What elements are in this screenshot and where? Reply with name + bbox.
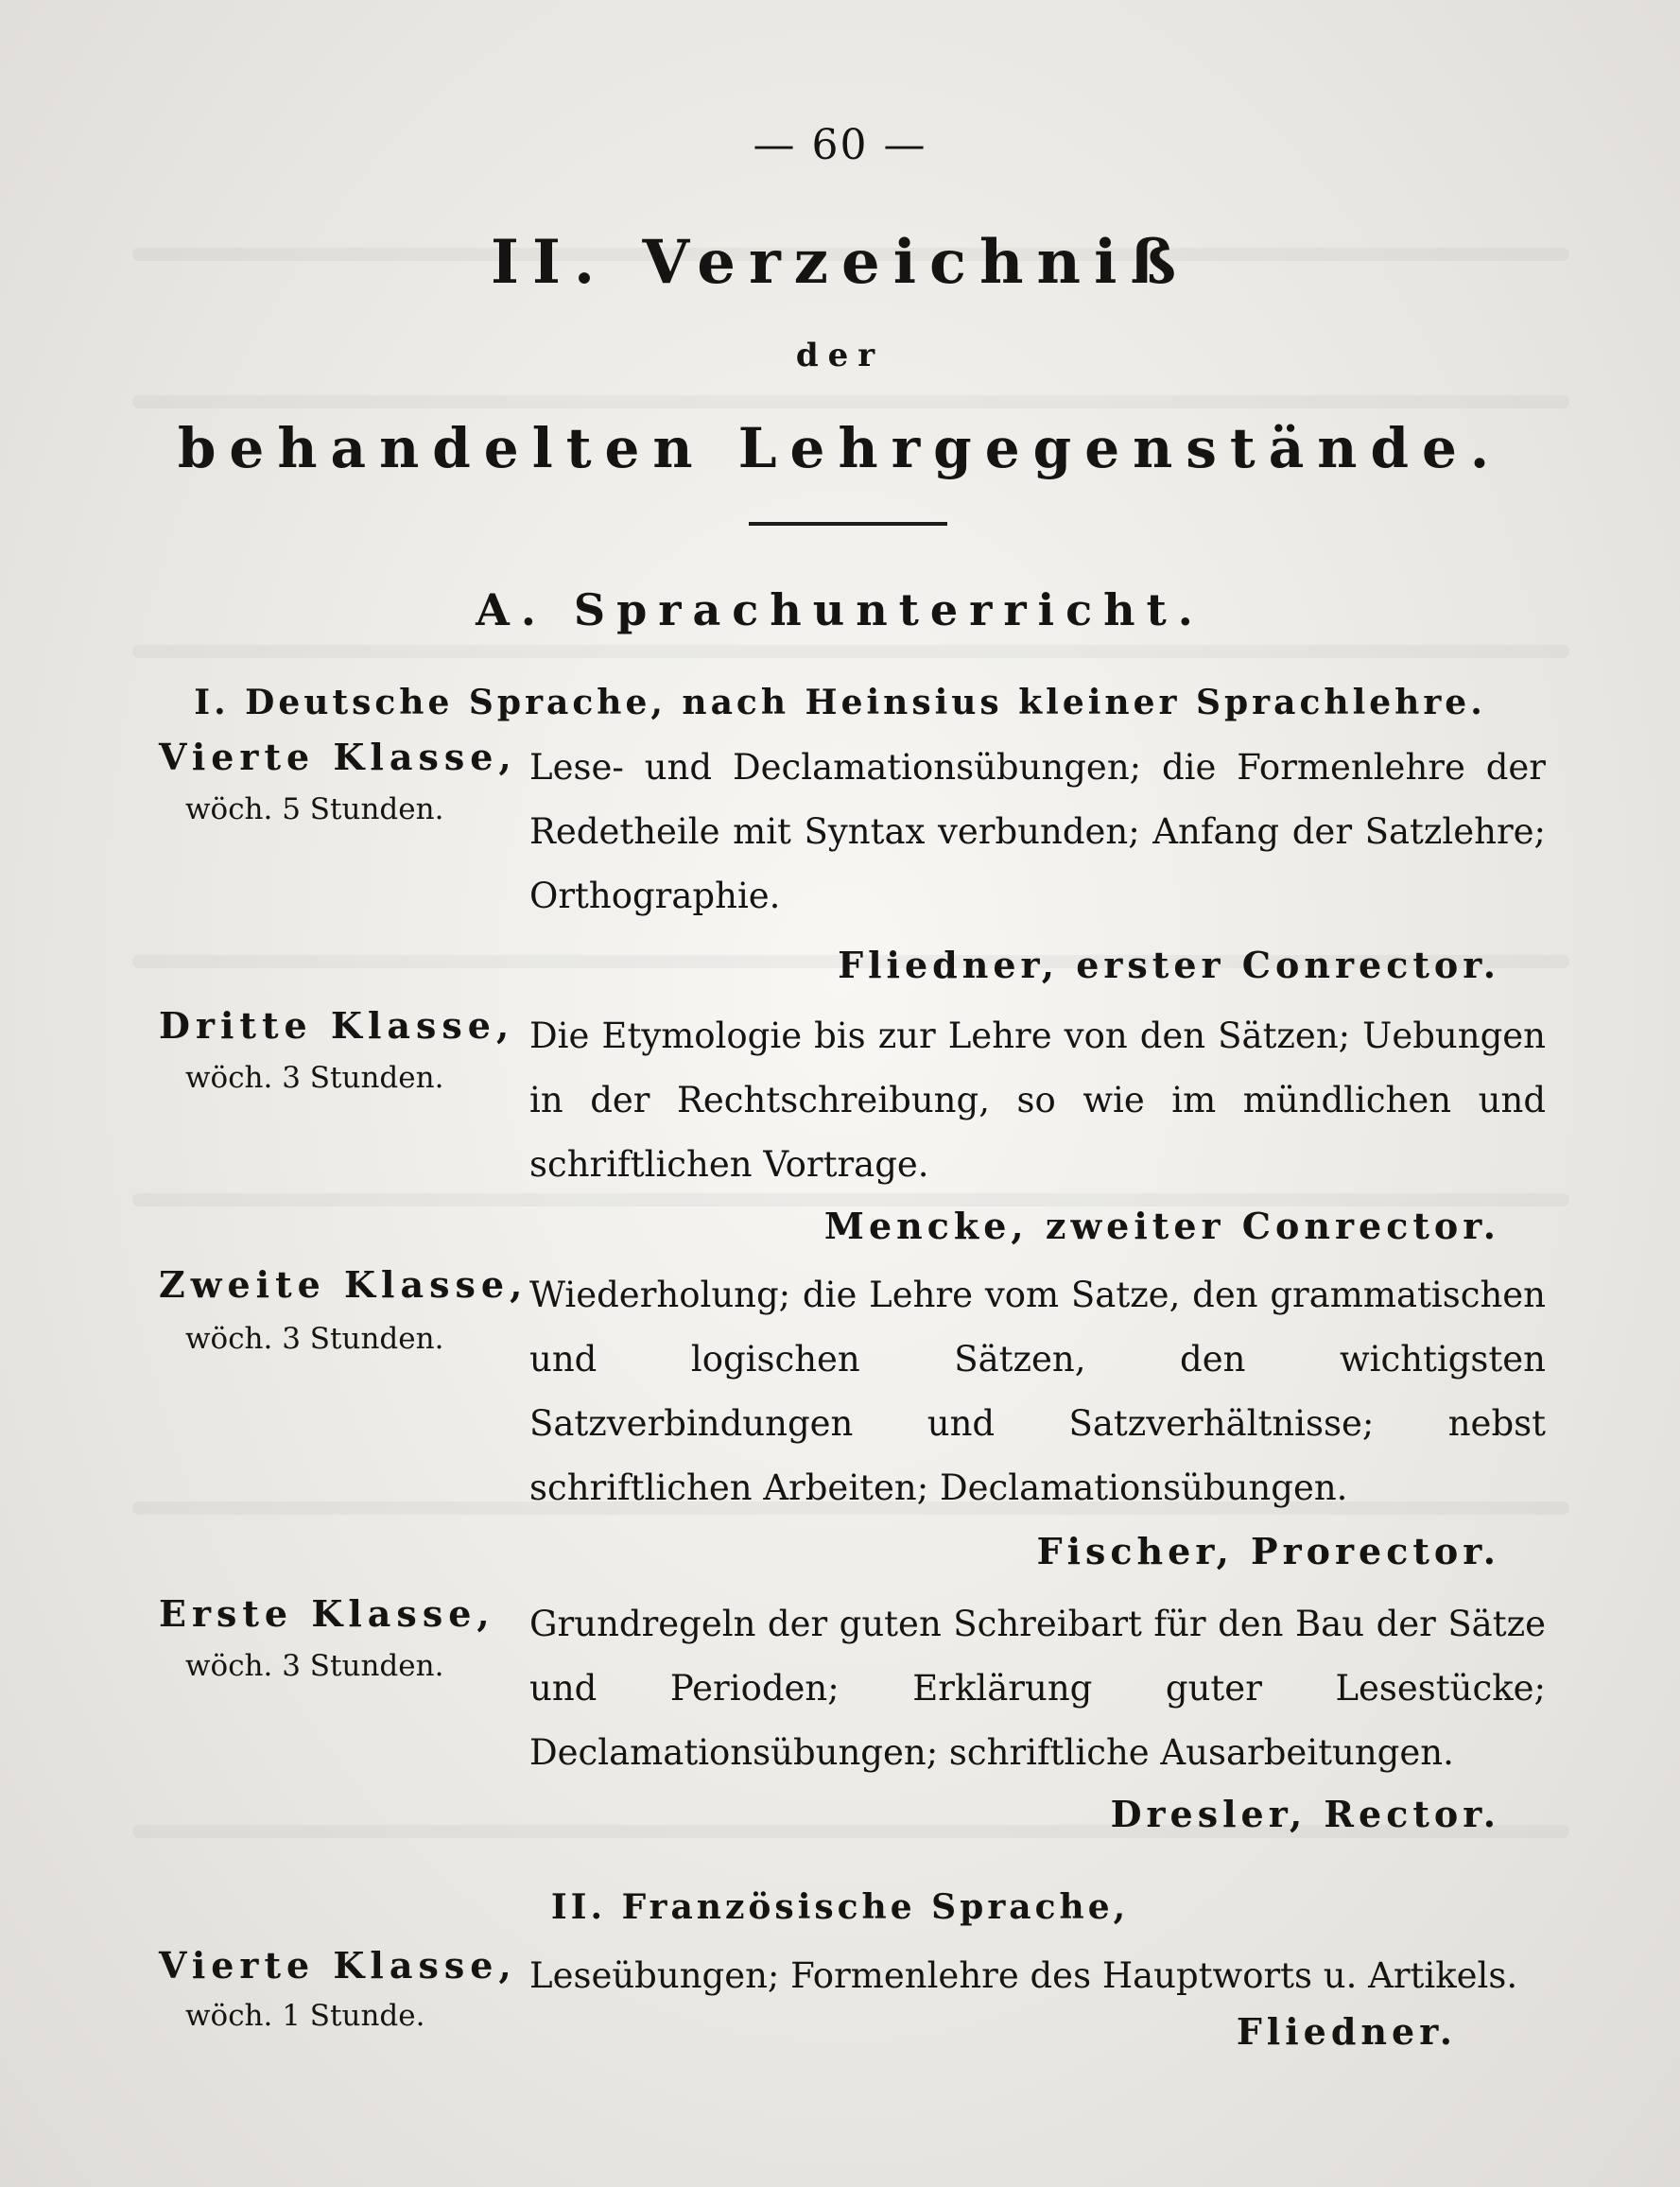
teacher-name: Fliedner. (1236, 2010, 1457, 2053)
teacher-name: Mencke, zweiter Conrector. (823, 1205, 1500, 1247)
class-hours: wöch. 1 Stunde. (185, 1999, 425, 2033)
class-name: Zweite Klasse, (159, 1263, 528, 1306)
teacher-name: Fliedner, erster Conrector. (838, 944, 1500, 986)
subsection-heading-french: II. Französische Sprache, (550, 1887, 1130, 1927)
entry-content: Wiederholung; die Lehre vom Satze, den grammatischen und logischen Sätzen, den wichtigsten Satzverbindungen und Satzverhältnisse; nebst schriftlichen Arbeiten; Declamationsübungen. (529, 1275, 1546, 1508)
entry-content: Leseübungen; Formenlehre des Hauptworts u. Artikels. (529, 1955, 1518, 1996)
title-connector: der (795, 337, 885, 374)
page-subtitle: behandelten Lehrgegenstände. (177, 416, 1503, 480)
subsection-heading-german: I. Deutsche Sprache, nach Heinsius kleiner Sprachlehre. (194, 683, 1486, 722)
teacher-name: Fischer, Prorector. (1036, 1530, 1500, 1572)
class-hours: wöch. 3 Stunden. (185, 1322, 444, 1356)
bleed-through-line (132, 645, 1569, 658)
class-hours: wöch. 3 Stunden. (185, 1061, 444, 1095)
teacher-name: Dresler, Rector. (1110, 1793, 1500, 1835)
class-name: Dritte Klasse, (159, 1004, 515, 1047)
class-hours: wöch. 5 Stunden. (185, 792, 444, 826)
class-name: Vierte Klasse, (159, 736, 517, 778)
page-title: II. Verzeichniß (491, 227, 1189, 298)
entry-content: Die Etymologie bis zur Lehre von den Sätzen; Uebungen in der Rechtschreibung, so wie im mündlichen und schriftlichen Vortrage. (529, 1015, 1546, 1185)
bleed-through-line (132, 395, 1569, 408)
class-hours: wöch. 3 Stunden. (185, 1649, 444, 1683)
class-name: Erste Klasse, (159, 1592, 495, 1635)
title-divider (749, 522, 947, 526)
entry-content: Grundregeln der guten Schreibart für den Bau der Sätze und Perioden; Erklärung guter Lesestücke; Declamationsübungen; schriftliche Ausarbeitungen. (529, 1604, 1546, 1773)
entry-content: Lese- und Declamationsübungen; die Formenlehre der Redetheile mit Syntax verbunden; Anfang der Satzlehre; Orthographie. (529, 747, 1546, 916)
section-heading: A. Sprachunterricht. (476, 584, 1204, 635)
class-name: Vierte Klasse, (159, 1944, 517, 1987)
page-number: — 60 — (753, 121, 927, 169)
